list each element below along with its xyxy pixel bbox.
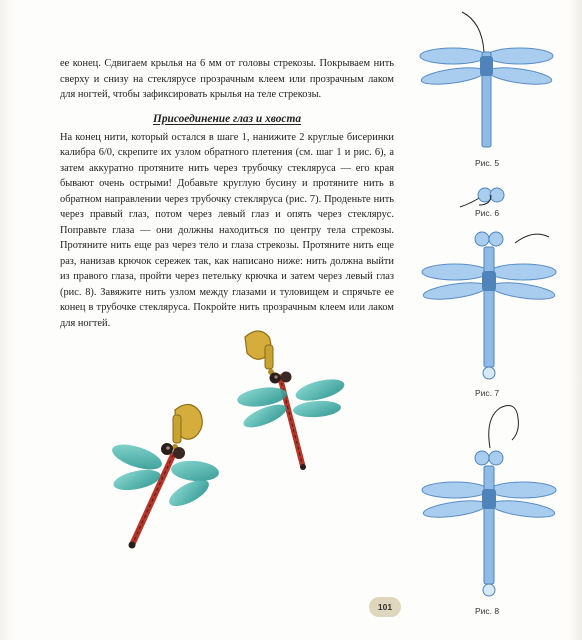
figure-5-caption: Рис. 5 bbox=[475, 158, 500, 168]
figure-7-diagram bbox=[420, 225, 575, 385]
figure-7-caption: Рис. 7 bbox=[475, 388, 500, 398]
earring-left bbox=[109, 404, 220, 548]
page-number: 101 bbox=[369, 597, 401, 617]
figure-6-caption: Рис. 6 bbox=[475, 208, 500, 218]
paragraph-intro: ее конец. Сдвигаем крылья на 6 мм от головы стрекозы. Покрываем нить сверху и снизу на стеклярусе прозрачным клеем или прозрачным лаком для ногтей, чтобы зафиксировать крылья на теле стрекозы. bbox=[60, 58, 394, 100]
figure-8-diagram bbox=[420, 400, 575, 600]
section-heading: Присоединение глаз и хвоста bbox=[152, 112, 302, 125]
figure-8-caption: Рис. 8 bbox=[475, 606, 500, 616]
paragraph-instructions: На конец нити, который остался в шаге 1, нанижите 2 круглые бисеринки калибра 6/0, скрепите их узлом обратного плетения (см. шаг 1 и рис. 6), а затем аккуратно протяните нить через трубочку стекляруса — его края бывают очень острыми! Добавьте круглую бусину и протяните нить в обратном направлении через трубочку стекляруса (рис. 7). Проденьте нить через правый глаз, потом через левый глаз и опять через стеклярус. Поправьте глаза — они должны находиться по центру тела стрекозы. Протяните нить еще раз через тело и глаза стрекозы. Протяните нить еще раз, нанизав крючок сережек так, как написано ниже: нить должна выйти из правого глаза, пройти через петельку крючка и затем через левый глаз (рис. 8). Завяжите нить узлом между глазами и туловищем и спрячьте ее конец в трубочке стекляруса. Покройте нить прозрачным клеем или лаком для ногтей. bbox=[60, 131, 394, 329]
earrings-photo bbox=[95, 315, 355, 555]
text-column bbox=[60, 56, 394, 331]
figure-5-diagram bbox=[418, 8, 568, 153]
earring-right bbox=[236, 331, 346, 470]
